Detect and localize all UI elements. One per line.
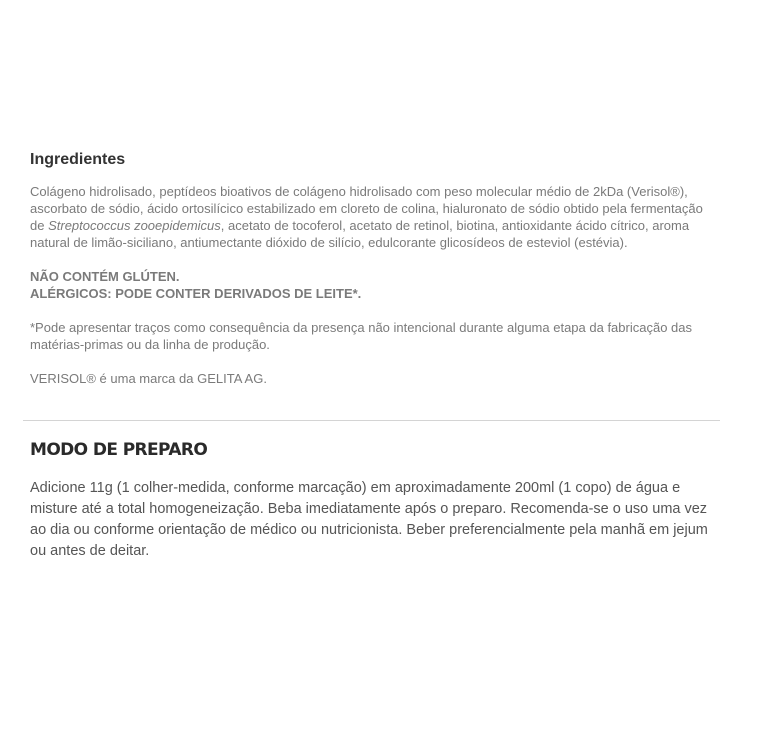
allergen-warnings bbox=[30, 268, 720, 302]
ingredients-species-name: Streptococcus zooepidemicus bbox=[48, 218, 221, 233]
section-divider bbox=[23, 420, 720, 421]
ingredients-section bbox=[30, 150, 720, 404]
ingredients-list-part-1: Colágeno hidrolisado, peptídeos bioativos de colágeno hidrolisado com peso molecular médio de 2kDa (Verisol®), ascorbato de sódio, ácido ortosilícico estabilizado em cloreto de colina, hialuronato de sódio obtido pela fermentação de bbox=[30, 184, 703, 233]
trademark-note: VERISOL® é uma marca da GELITA AG. bbox=[30, 371, 267, 386]
allergen-warning: ALÉRGICOS: PODE CONTER DERIVADOS DE LEITE*. bbox=[30, 286, 362, 301]
gluten-warning: NÃO CONTÉM GLÚTEN. bbox=[30, 269, 180, 284]
preparation-instructions: Adicione 11g (1 colher-medida, conforme marcação) em aproximadamente 200ml (1 copo) de água e misture até a total homogeneização. Beba imediatamente após o preparo. Recomenda-se o uso uma vez ao dia ou conforme orientação de médico ou nutricionista. Beber preferencialmente pela manhã em jejum ou antes de deitar. bbox=[30, 480, 708, 559]
preparation-title: MODO DE PREPARO bbox=[30, 440, 208, 460]
preparation-section bbox=[30, 439, 720, 562]
ingredients-title: Ingredientes bbox=[30, 151, 126, 168]
ingredients-list bbox=[30, 183, 720, 251]
traces-note: *Pode apresentar traços como consequência da presença não intencional durante alguma etapa da fabricação das matérias-primas ou da linha de produção. bbox=[30, 320, 692, 352]
ingredients-list-part-2: , acetato de tocoferol, acetato de retinol, biotina, antioxidante ácido cítrico, aroma natural de limão-siciliano, antiumectante dióxido de silício, edulcorante glicosídeos de esteviol (estévia). bbox=[30, 218, 690, 250]
